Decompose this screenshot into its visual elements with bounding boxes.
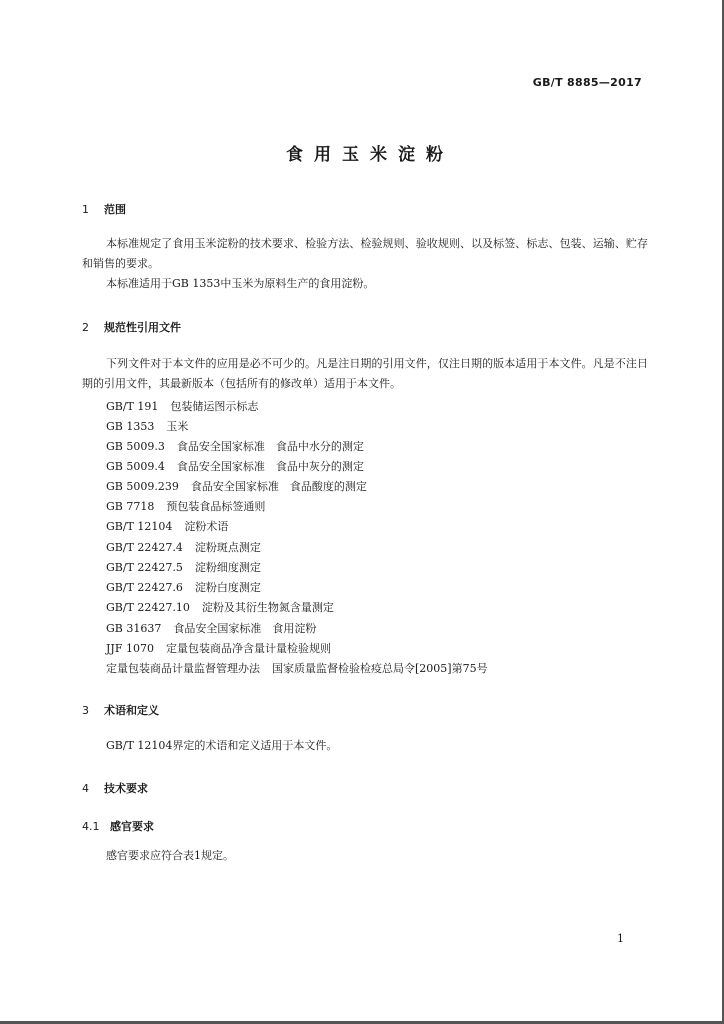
reference-name: 淀粉白度测定 (194, 581, 261, 594)
reference-item (106, 620, 316, 636)
reference-name: 淀粉及其衍生物氮含量测定 (201, 601, 334, 614)
reference-name: 食品安全国家标准 食品中水分的测定 (176, 440, 364, 453)
section-3-paragraph-1: GB/T 12104界定的术语和定义适用于本文件。 (106, 739, 338, 752)
reference-code: GB/T 191 (106, 400, 159, 413)
reference-item (106, 498, 265, 514)
reference-code: GB 31637 (106, 622, 162, 635)
section-title: 术语和定义 (104, 704, 159, 717)
section-1-heading (82, 201, 126, 217)
section-number: 3 (82, 704, 89, 717)
page-number: 1 (617, 932, 624, 945)
reference-code: GB/T 22427.5 (106, 561, 183, 574)
reference-name: 淀粉术语 (184, 520, 229, 533)
reference-code: 定量包装商品计量监督管理办法 (106, 662, 260, 675)
section-1-paragraph-2: 本标准适用于GB 1353中玉米为原料生产的食用淀粉。 (106, 277, 375, 290)
section-3-heading (82, 702, 159, 718)
reference-name: 玉米 (166, 420, 189, 433)
reference-name: 淀粉斑点测定 (194, 541, 261, 554)
reference-name: 食品安全国家标准 食用淀粉 (173, 622, 317, 635)
reference-name: 食品安全国家标准 食品中灰分的测定 (176, 460, 364, 473)
reference-code: GB 7718 (106, 500, 155, 513)
section-number: 4 (82, 782, 89, 795)
reference-code: GB 5009.3 (106, 440, 165, 453)
reference-item (106, 438, 364, 454)
section-title: 范围 (104, 203, 126, 216)
document-title: 食用玉米淀粉 (286, 145, 454, 165)
reference-item (106, 559, 261, 575)
reference-name: 食品安全国家标准 食品酸度的测定 (190, 480, 367, 493)
section-2-heading (82, 319, 181, 335)
section-4-heading (82, 780, 148, 796)
reference-code: GB/T 12104 (106, 520, 173, 533)
section-4-1-paragraph-1: 感官要求应符合表1规定。 (106, 849, 234, 862)
reference-name: 国家质量监督检验检疫总局令[2005]第75号 (272, 662, 488, 675)
section-number: 4.1 (82, 820, 100, 833)
reference-code: GB/T 22427.4 (106, 541, 183, 554)
reference-item (106, 660, 488, 676)
section-2-intro: 下列文件对于本文件的应用是必不可少的。凡是注日期的引用文件，仅注日期的版本适用于本文件。凡是不注日期的引用文件，其最新版本（包括所有的修改单）适用于本文件。 (82, 357, 648, 390)
reference-item (106, 398, 258, 414)
reference-name: 包装储运图示标志 (170, 400, 259, 413)
reference-item (106, 579, 261, 595)
reference-code: GB/T 22427.10 (106, 601, 190, 614)
section-number: 1 (82, 203, 89, 216)
reference-name: 定量包装商品净含量计量检验规则 (165, 642, 331, 655)
section-title: 技术要求 (104, 782, 148, 795)
reference-item (106, 518, 228, 534)
reference-code: GB/T 22427.6 (106, 581, 183, 594)
reference-item (106, 640, 331, 656)
reference-item (106, 418, 188, 434)
section-1-paragraph-1: 本标准规定了食用玉米淀粉的技术要求、检验方法、检验规则、验收规则、以及标签、标志、包装、运输、贮存和销售的要求。 (82, 237, 648, 270)
reference-code: GB 5009.4 (106, 460, 165, 473)
reference-item (106, 458, 364, 474)
reference-item (106, 599, 334, 615)
reference-item (106, 478, 367, 494)
reference-code: JJF 1070 (106, 642, 154, 655)
reference-name: 淀粉细度测定 (194, 561, 261, 574)
reference-code: GB 1353 (106, 420, 155, 433)
reference-name: 预包装食品标签通则 (166, 500, 266, 513)
section-title: 感官要求 (110, 820, 154, 833)
reference-code: GB 5009.239 (106, 480, 179, 493)
standard-number: GB/T 8885—2017 (532, 76, 642, 89)
reference-item (106, 539, 261, 555)
section-title: 规范性引用文件 (104, 321, 181, 334)
section-4-1-heading (82, 818, 154, 834)
section-number: 2 (82, 321, 89, 334)
